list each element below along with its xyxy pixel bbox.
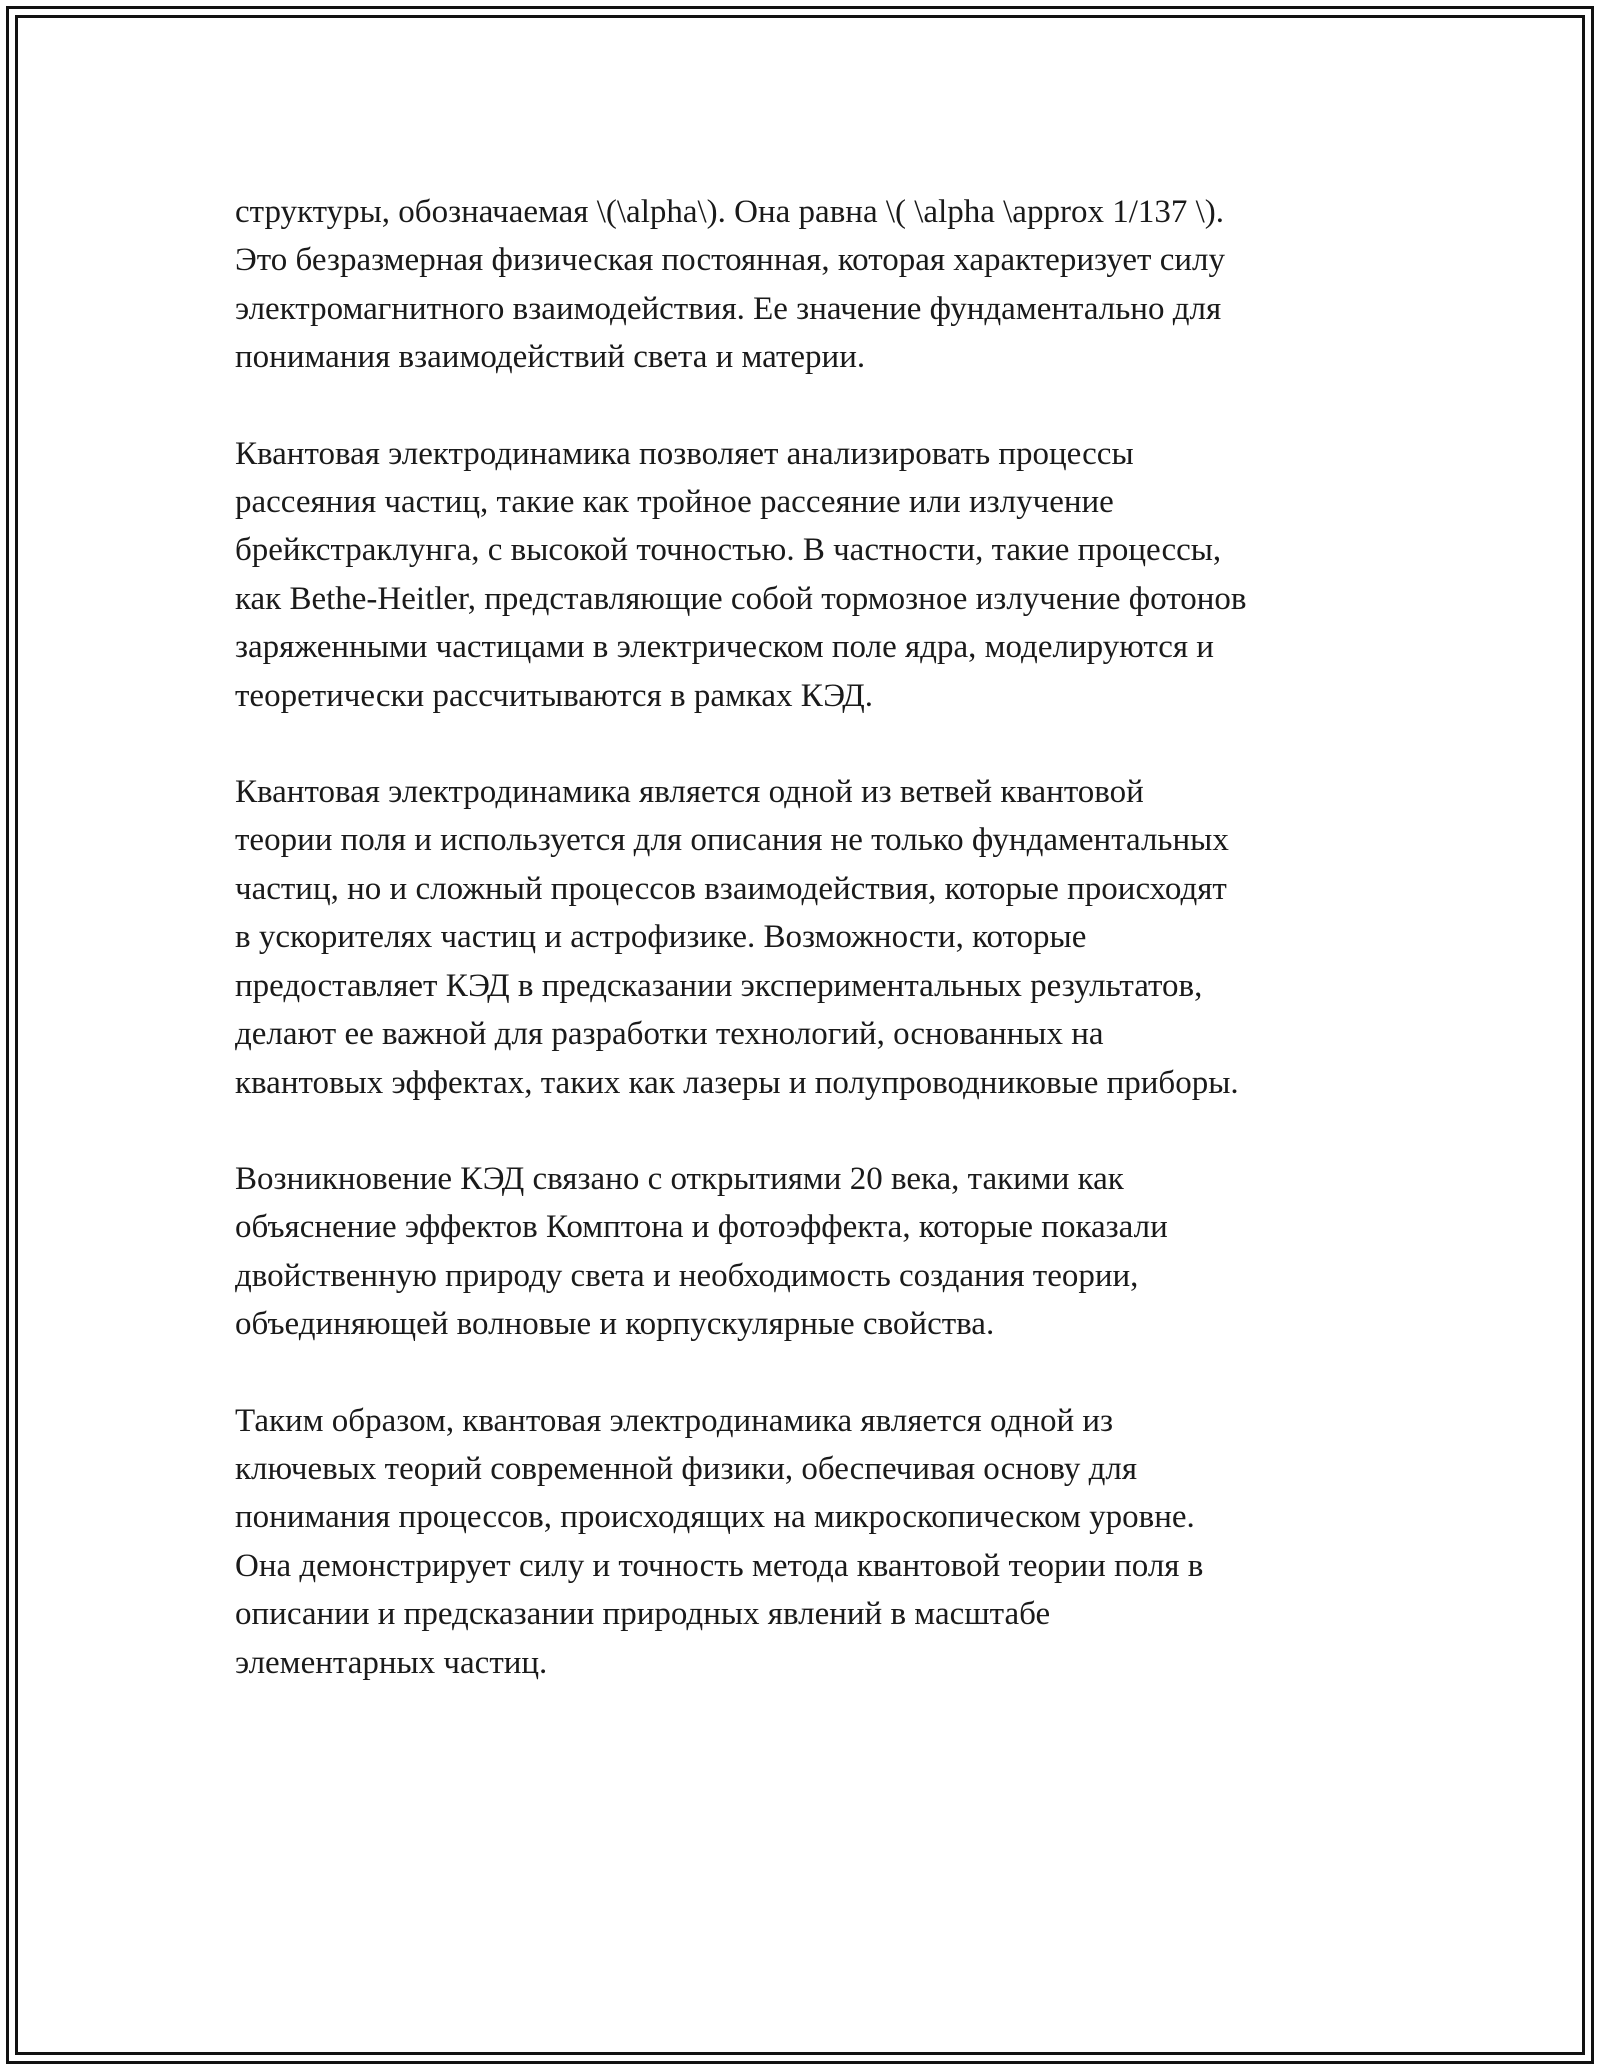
text-line: двойственную природу света и необходимость создания теории, xyxy=(235,1257,1139,1294)
text-line: Возникновение КЭД связано с открытиями 20 века, такими как xyxy=(235,1160,1124,1197)
text-line: Это безразмерная физическая постоянная, которая характеризует силу xyxy=(235,242,1225,279)
text-line: Она демонстрирует силу и точность метода квантовой теории поля в xyxy=(235,1547,1204,1584)
paragraph-conclusion xyxy=(235,1397,1385,1687)
paragraph-scattering xyxy=(235,430,1385,720)
text-line: объединяющей волновые и корпускулярные свойства. xyxy=(235,1306,995,1343)
text-line: понимания процессов, происходящих на микроскопическом уровне. xyxy=(235,1499,1195,1536)
paragraph-history xyxy=(235,1155,1385,1349)
text-line: объяснение эффектов Комптона и фотоэффекта, которые показали xyxy=(235,1209,1168,1246)
text-line: квантовых эффектах, таких как лазеры и полупроводниковые приборы. xyxy=(235,1064,1239,1101)
paragraph-qft-branch xyxy=(235,768,1385,1107)
text-line: электромагнитного взаимодействия. Ее значение фундаментально для xyxy=(235,290,1222,327)
text-line: теоретически рассчитываются в рамках КЭД. xyxy=(235,677,873,714)
text-line: структуры, обозначаемая \(\alpha\). Она равна \( \alpha \approx 1/137 \). xyxy=(235,194,1225,230)
text-line: элементарных частиц. xyxy=(235,1644,548,1681)
text-line: в ускорителях частиц и астрофизике. Возможности, которые xyxy=(235,919,1087,956)
text-line: ключевых теорий современной физики, обеспечивая основу для xyxy=(235,1450,1138,1487)
text-line: заряженными частицами в электрическом поле ядра, моделируются и xyxy=(235,629,1214,666)
text-line: брейкстраклунга, с высокой точностью. В частности, такие процессы, xyxy=(235,532,1222,569)
text-line: Квантовая электродинамика является одной из ветвей квантовой xyxy=(235,774,1144,811)
text-line: теории поля и используется для описания не только фундаментальных xyxy=(235,822,1229,859)
text-line: понимания взаимодействий света и материи. xyxy=(235,339,866,376)
paragraph-fine-structure xyxy=(235,188,1385,382)
document-body xyxy=(235,188,1385,1735)
text-line: рассеяния частиц, такие как тройное рассеяние или излучение xyxy=(235,484,1114,521)
text-line: частиц, но и сложный процессов взаимодействия, которые происходят xyxy=(235,870,1227,907)
text-line: предоставляет КЭД в предсказании экспериментальных результатов, xyxy=(235,967,1203,1004)
text-line: Квантовая электродинамика позволяет анализировать процессы xyxy=(235,435,1134,472)
text-line: описании и предсказании природных явлений в масштабе xyxy=(235,1596,1051,1633)
text-line: делают ее важной для разработки технологий, основанных на xyxy=(235,1016,1104,1053)
text-line: как Bethe-Heitler, представляющие собой тормозное излучение фотонов xyxy=(235,580,1247,617)
text-line: Таким образом, квантовая электродинамика является одной из xyxy=(235,1402,1114,1439)
